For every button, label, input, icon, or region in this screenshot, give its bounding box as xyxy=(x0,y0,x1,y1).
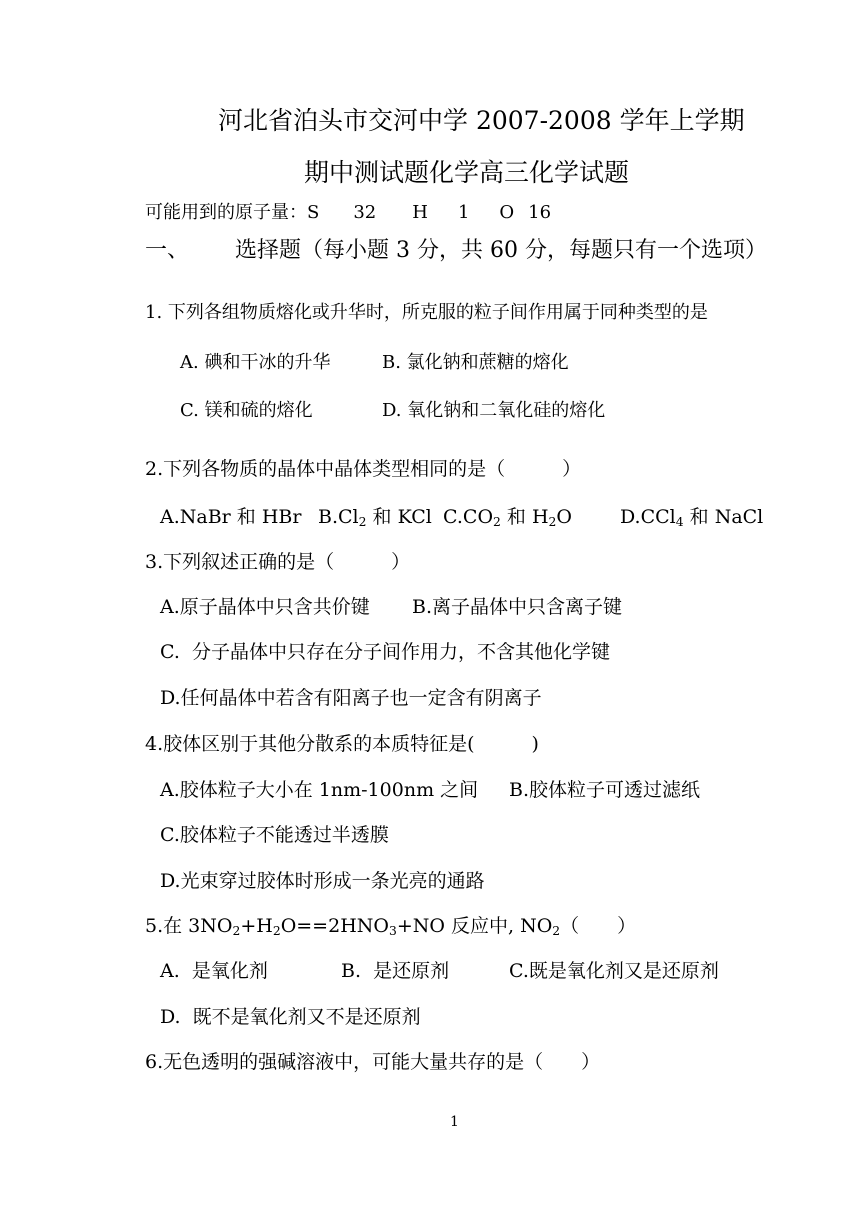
question-3-option-d: D.任何晶体中若含有阳离子也一定含有阴离子 xyxy=(160,687,542,709)
atomic-mass-label: 可能用到的原子量： xyxy=(145,202,307,223)
question-3-stem: 3.下列叙述正确的是（ ） xyxy=(145,551,411,573)
question-4-option-b: B.胶体粒子可透过滤纸 xyxy=(509,779,701,801)
question-2-stem: 2.下列各物质的晶体中晶体类型相同的是（ ） xyxy=(145,458,582,480)
mass-item: 32 xyxy=(353,202,377,223)
question-2-option-d: D.CCl$_4$ 和 NaCl xyxy=(620,506,764,530)
question-3-option-b: B.离子晶体中只含离子键 xyxy=(412,596,623,618)
question-3-option-c: C. 分子晶体中只存在分子间作用力，不含其他化学键 xyxy=(160,641,610,663)
mass-item: 1 xyxy=(457,202,470,223)
section-number: 一、 xyxy=(145,238,190,263)
mass-item: H xyxy=(412,202,428,223)
question-1-option-b: B. 氯化钠和蔗糖的熔化 xyxy=(382,352,569,373)
question-2-option-c: $C.CO_2$ 和 $H_2O$ xyxy=(443,506,572,530)
section-title: 选择题（每小题 3 分，共 60 分，每题只有一个选项） xyxy=(235,238,767,263)
question-5-option-a: A. 是氧化剂 xyxy=(160,960,268,982)
question-5-stem: 5.在 $3NO_2+H_2O==2HNO_3+NO$ 反应中, $NO_2$（ ） xyxy=(145,915,637,939)
question-4-option-c: C.胶体粒子不能透过半透膜 xyxy=(160,824,389,846)
mass-item: 16 xyxy=(528,202,552,223)
atomic-mass-line xyxy=(145,204,551,222)
question-5-option-c: C.既是氧化剂又是还原剂 xyxy=(509,960,719,982)
question-4-option-d: D.光束穿过胶体时形成一条光亮的通路 xyxy=(160,870,485,892)
section-heading xyxy=(145,240,767,262)
question-2-option-b: $B.Cl_2$ 和 KCl xyxy=(318,506,432,530)
question-1-option-a: A. 碘和干冰的升华 xyxy=(180,352,331,373)
question-1-option-d: D. 氧化钠和二氧化硅的熔化 xyxy=(382,400,606,421)
question-5-option-b: B. 是还原剂 xyxy=(341,960,450,982)
question-4-option-a: A.胶体粒子大小在 1nm-100nm 之间 xyxy=(160,779,479,801)
question-6-stem: 6.无色透明的强碱溶液中，可能大量共存的是（ ） xyxy=(145,1051,601,1073)
mass-item: O xyxy=(499,202,515,223)
question-4-stem: 4.胶体区别于其他分散系的本质特征是( ) xyxy=(145,733,539,755)
question-3-option-a: A.原子晶体中只含共价键 xyxy=(160,596,370,618)
question-2-option-a: A.NaBr 和 HBr xyxy=(160,506,302,528)
mass-item: S xyxy=(307,202,320,223)
page-number: 1 xyxy=(450,1114,459,1130)
question-1-stem: 1. 下列各组物质熔化或升华时，所克服的粒子间作用属于同种类型的是 xyxy=(145,302,708,323)
title-line-1: 河北省泊头市交河中学 2007-2008 学年上学期 xyxy=(218,106,745,135)
question-5-option-d: D. 既不是氧化剂又不是还原剂 xyxy=(160,1006,421,1028)
title-line-2: 期中测试题化学高三化学试题 xyxy=(304,158,630,187)
question-1-option-c: C. 镁和硫的熔化 xyxy=(180,400,313,421)
